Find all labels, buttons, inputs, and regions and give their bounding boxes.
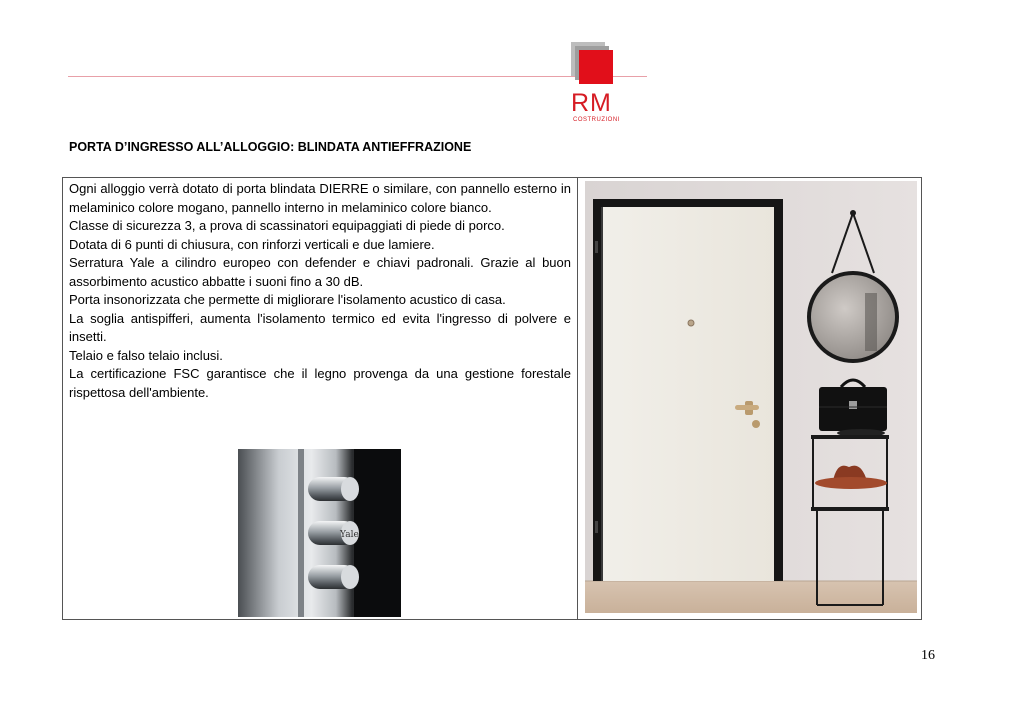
description-paragraph: La certificazione FSC garantisce che il legno provenga da una gestione forestale rispettosa dell'ambiente.	[69, 366, 571, 400]
description-paragraph: Dotata di 6 punti di chiusura, con rinforzi verticali e due lamiere.	[69, 236, 435, 252]
logo-text: RM	[571, 89, 612, 117]
bolt-middle	[308, 521, 359, 545]
logo-subtext: COSTRUZIONI	[573, 117, 620, 123]
page-number: 16	[921, 648, 935, 663]
description-paragraph: Telaio e falso telaio inclusi.	[69, 347, 223, 363]
door-description	[69, 180, 571, 402]
header-rule	[68, 76, 647, 77]
lock-bolts-photo	[238, 449, 401, 617]
description-paragraph: Serratura Yale a cilindro europeo con defender e chiavi padronali. Grazie al buon assorbimento acustico abbatte i suoni fino a 30 dB.	[69, 255, 571, 289]
bolt-bottom	[308, 565, 359, 589]
table-column-divider	[577, 177, 578, 620]
description-paragraph: La soglia antispifferi, aumenta l'isolamento termico ed evita l'ingresso di polvere e insetti.	[69, 310, 571, 344]
bolt-top	[308, 477, 359, 501]
door-photo	[585, 181, 917, 613]
description-paragraph: Porta insonorizzata che permette di migliorare l'isolamento acustico di casa.	[69, 292, 506, 307]
description-paragraph: Classe di sicurezza 3, a prova di scassinatori equipaggiati di piede di porco.	[69, 218, 505, 233]
description-paragraph: Ogni alloggio verrà dotato di porta blindata DIERRE o similare, con pannello esterno in melaminico colore mogano, pannello interno in melaminico colore bianco.	[69, 181, 571, 215]
yale-engraving: Yale	[340, 530, 359, 540]
section-title: PORTA D’INGRESSO ALL’ALLOGGIO: BLINDATA ANTIEFFRAZIONE	[69, 140, 472, 154]
